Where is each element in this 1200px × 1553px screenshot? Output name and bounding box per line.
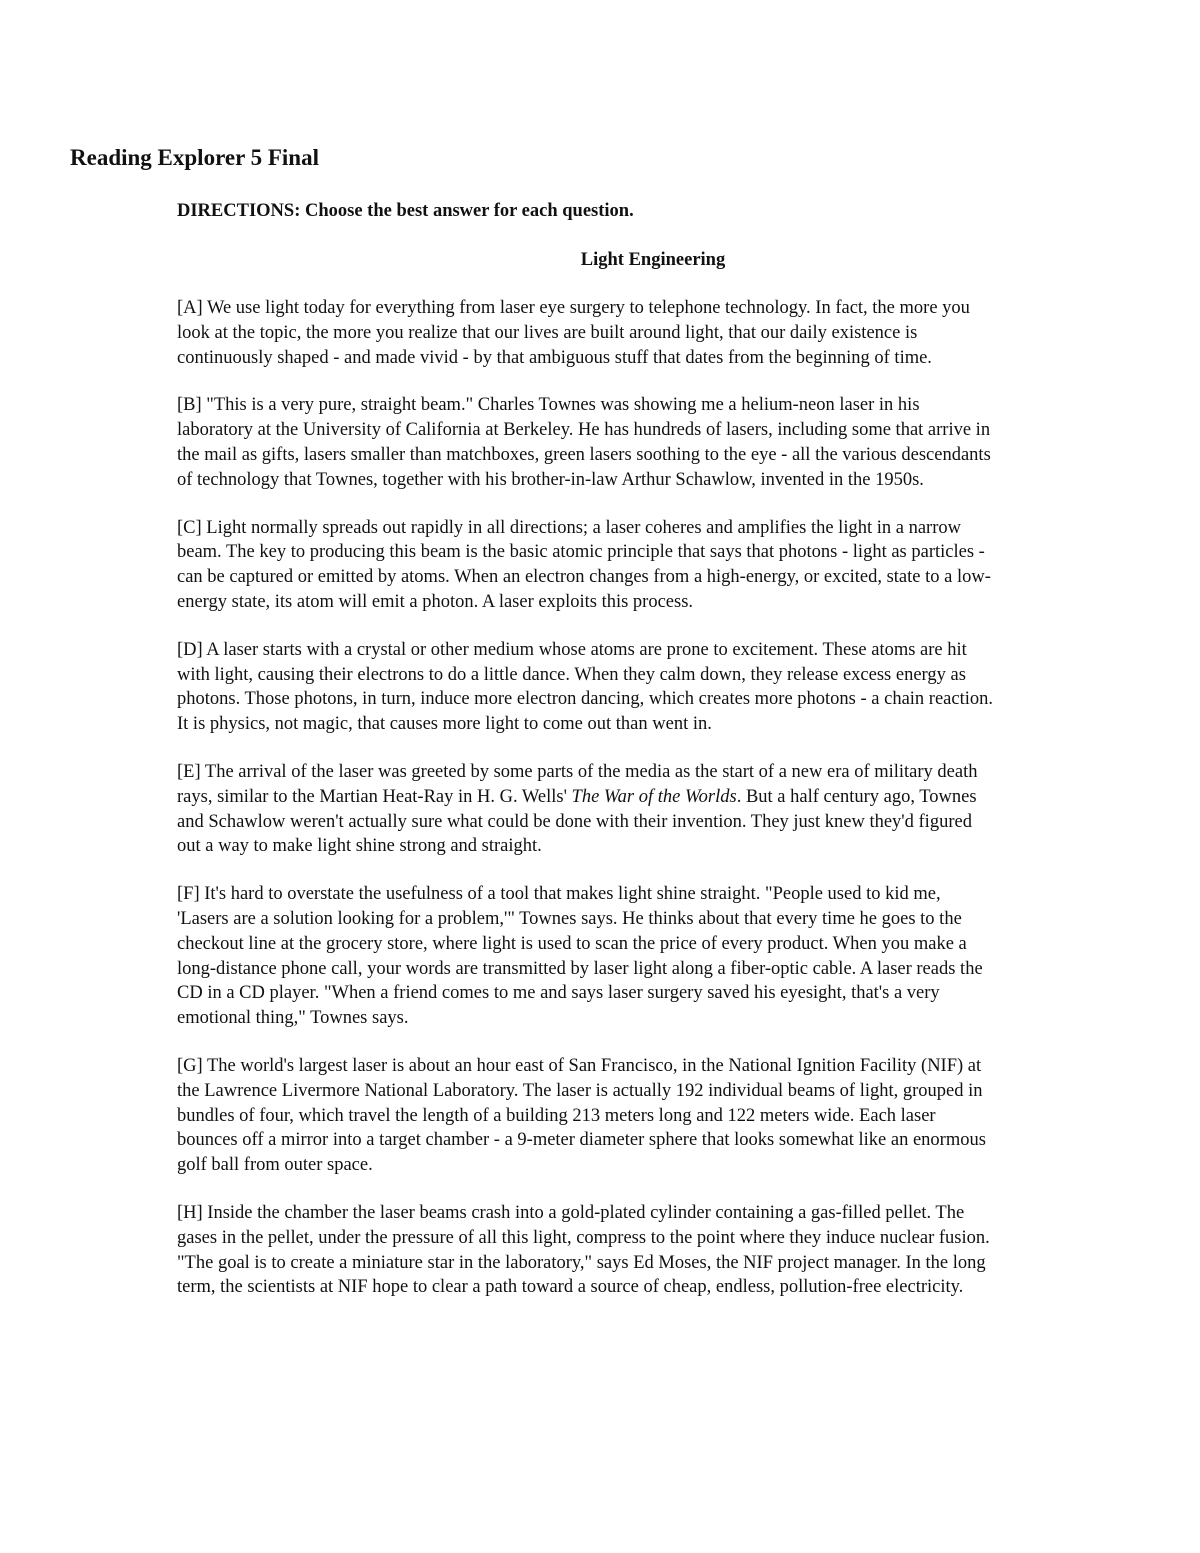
paragraph-line: look at the topic, the more you realize that our lives are built around light, that our daily existence is: [177, 322, 918, 343]
article-title: Light Engineering: [580, 250, 726, 270]
paragraph-line: [B] "This is a very pure, straight beam." Charles Townes was showing me a helium-neon laser in his: [177, 395, 920, 416]
paragraph-line: continuously shaped - and made vivid - by that ambiguous stuff that dates from the beginning of time.: [177, 347, 932, 368]
paragraph-b: [177, 393, 1137, 492]
paragraph-line: the Lawrence Livermore National Laboratory. The laser is actually 192 individual beams of light, grouped in: [177, 1080, 983, 1101]
paragraph-line: gases in the pellet, under the pressure of all this light, compress to the point where they induce nuclear fusion.: [177, 1227, 990, 1248]
paragraph-d: [177, 638, 1137, 737]
paragraph-c: [177, 516, 1137, 615]
paragraph-line: [E] The arrival of the laser was greeted by some parts of the media as the start of a new era of military death: [177, 761, 978, 782]
paragraph-line: [F] It's hard to overstate the usefulness of a tool that makes light shine straight. "People used to kid me,: [177, 884, 941, 905]
paragraph-line: CD in a CD player. "When a friend comes to me and says laser surgery saved his eyesight, that's a very: [177, 983, 940, 1004]
paragraph-line: of technology that Townes, together with his brother-in-law Arthur Schawlow, invented in the 1950s.: [177, 469, 924, 490]
paragraph-text: . But a half century ago, Townes: [736, 786, 977, 807]
paragraph-line: out a way to make light shine strong and straight.: [177, 836, 542, 857]
paragraph-line: [C] Light normally spreads out rapidly in all directions; a laser coheres and amplifies the light in a narrow: [177, 517, 961, 538]
paragraph-e: [177, 760, 1137, 859]
paragraph-line: [G] The world's largest laser is about an hour east of San Francisco, in the National Ignition Facility (NIF) at: [177, 1055, 982, 1076]
paragraph-line: long-distance phone call, your words are transmitted by laser light along a fiber-optic cable. A laser reads the: [177, 958, 983, 979]
paragraph-line: photons. Those photons, in turn, induce more electron dancing, which creates more photons - a chain reaction.: [177, 689, 993, 710]
paragraph-line: beam. The key to producing this beam is the basic atomic principle that says that photons - light as particles -: [177, 542, 985, 563]
paragraph-line: with light, causing their electrons to do a little dance. When they calm down, they release excess energy as: [177, 664, 966, 685]
paragraph-f: [177, 882, 1137, 1031]
paragraph-line: [H] Inside the chamber the laser beams crash into a gold-plated cylinder containing a gas-filled pellet. The: [177, 1202, 965, 1223]
paragraph-line: bundles of four, which travel the length of a building 213 meters long and 122 meters wide. Each laser: [177, 1105, 936, 1126]
paragraph-line: term, the scientists at NIF hope to clear a path toward a source of cheap, endless, pollution-free electricity.: [177, 1277, 964, 1298]
paragraph-h: [177, 1201, 1137, 1300]
document-body: [177, 198, 1137, 1300]
paragraph-text: rays, similar to the Martian Heat-Ray in H. G. Wells': [177, 786, 572, 807]
paragraph-line: [D] A laser starts with a crystal or other medium whose atoms are prone to excitement. These atoms are hit: [177, 639, 967, 660]
paragraph-line: laboratory at the University of California at Berkeley. He has hundreds of lasers, including some that arrive in: [177, 420, 991, 441]
paragraph-line: the mail as gifts, lasers smaller than matchboxes, green lasers soothing to the eye - all the various descendants: [177, 444, 991, 465]
paragraph-line: bounces off a mirror into a target chamber - a 9-meter diameter sphere that looks somewhat like an enormous: [177, 1130, 986, 1151]
paragraph-a: [177, 296, 1137, 370]
paragraph-line: golf ball from outer space.: [177, 1155, 373, 1176]
paragraph-line: energy state, its atom will emit a photon. A laser exploits this process.: [177, 591, 694, 612]
paragraph-line: checkout line at the grocery store, where light is used to scan the price of every product. When you make a: [177, 933, 967, 954]
paragraph-g: [177, 1054, 1137, 1178]
paragraph-line: emotional thing," Townes says.: [177, 1008, 409, 1029]
paragraph-line: 'Lasers are a solution looking for a problem,'" Townes says. He thinks about that every time he goes to the: [177, 908, 962, 929]
document-title: Reading Explorer 5 Final: [70, 145, 319, 170]
book-title: The War of the Worlds: [571, 786, 737, 807]
paragraph-line: [A] We use light today for everything from laser eye surgery to telephone technology. In fact, the more you: [177, 298, 970, 318]
directions-text: DIRECTIONS: Choose the best answer for each question.: [177, 201, 634, 221]
paragraph-line: "The goal is to create a miniature star in the laboratory," says Ed Moses, the NIF project manager. In the long: [177, 1252, 986, 1273]
paragraph-line: and Schawlow weren't actually sure what could be done with their invention. They just knew they'd figured: [177, 811, 972, 832]
paragraph-line: [177, 785, 1137, 810]
paragraph-line: It is physics, not magic, that causes more light to come out than went in.: [177, 714, 712, 735]
paragraph-line: can be captured or emitted by atoms. When an electron changes from a high-energy, or excited, state to a low-: [177, 567, 991, 588]
